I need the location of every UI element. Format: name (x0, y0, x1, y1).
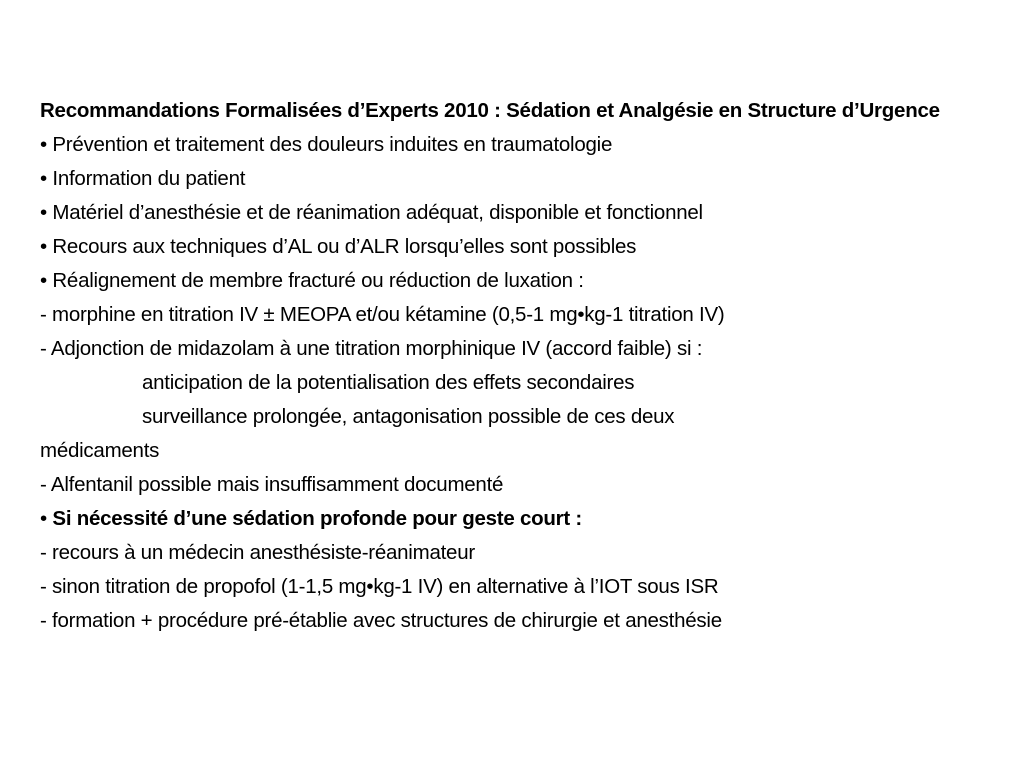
dash-midazolam: - Adjonction de midazolam à une titration morphinique IV (accord faible) si : (40, 337, 703, 360)
dash-recours-medecin: - recours à un médecin anesthésiste-réanimateur (40, 541, 475, 564)
bullet-sedation-profonde (40, 502, 990, 536)
slide-content (40, 94, 990, 638)
bullet-prevention: • Prévention et traitement des douleurs induites en traumatologie (40, 133, 613, 156)
bold-sedation-heading: Si nécessité d’une sédation profonde pour geste court : (52, 507, 582, 530)
bullet-information: • Information du patient (40, 167, 246, 190)
dash-propofol: - sinon titration de propofol (1-1,5 mg•kg-1 IV) en alternative à l’IOT sous ISR (40, 575, 719, 598)
indent-anticipation: anticipation de la potentialisation des effets secondaires (142, 371, 635, 394)
wrap-medicaments: médicaments (40, 439, 160, 462)
dash-formation: - formation + procédure pré-établie avec structures de chirurgie et anesthésie (40, 609, 722, 632)
dash-morphine: - morphine en titration IV ± MEOPA et/ou kétamine (0,5-1 mg•kg-1 titration IV) (40, 303, 725, 326)
dash-alfentanil: - Alfentanil possible mais insuffisamment documenté (40, 473, 504, 496)
bullet-realignement: • Réalignement de membre fracturé ou réduction de luxation : (40, 269, 584, 292)
indent-surveillance: surveillance prolongée, antagonisation possible de ces deux (142, 405, 675, 428)
bullet-glyph: • (40, 507, 47, 530)
slide-title: Recommandations Formalisées d’Experts 2010 : Sédation et Analgésie en Structure d’Urgence (40, 99, 940, 122)
bullet-materiel: • Matériel d’anesthésie et de réanimation adéquat, disponible et fonctionnel (40, 201, 703, 224)
bullet-recours-al-alr: • Recours aux techniques d’AL ou d’ALR lorsqu’elles sont possibles (40, 235, 637, 258)
